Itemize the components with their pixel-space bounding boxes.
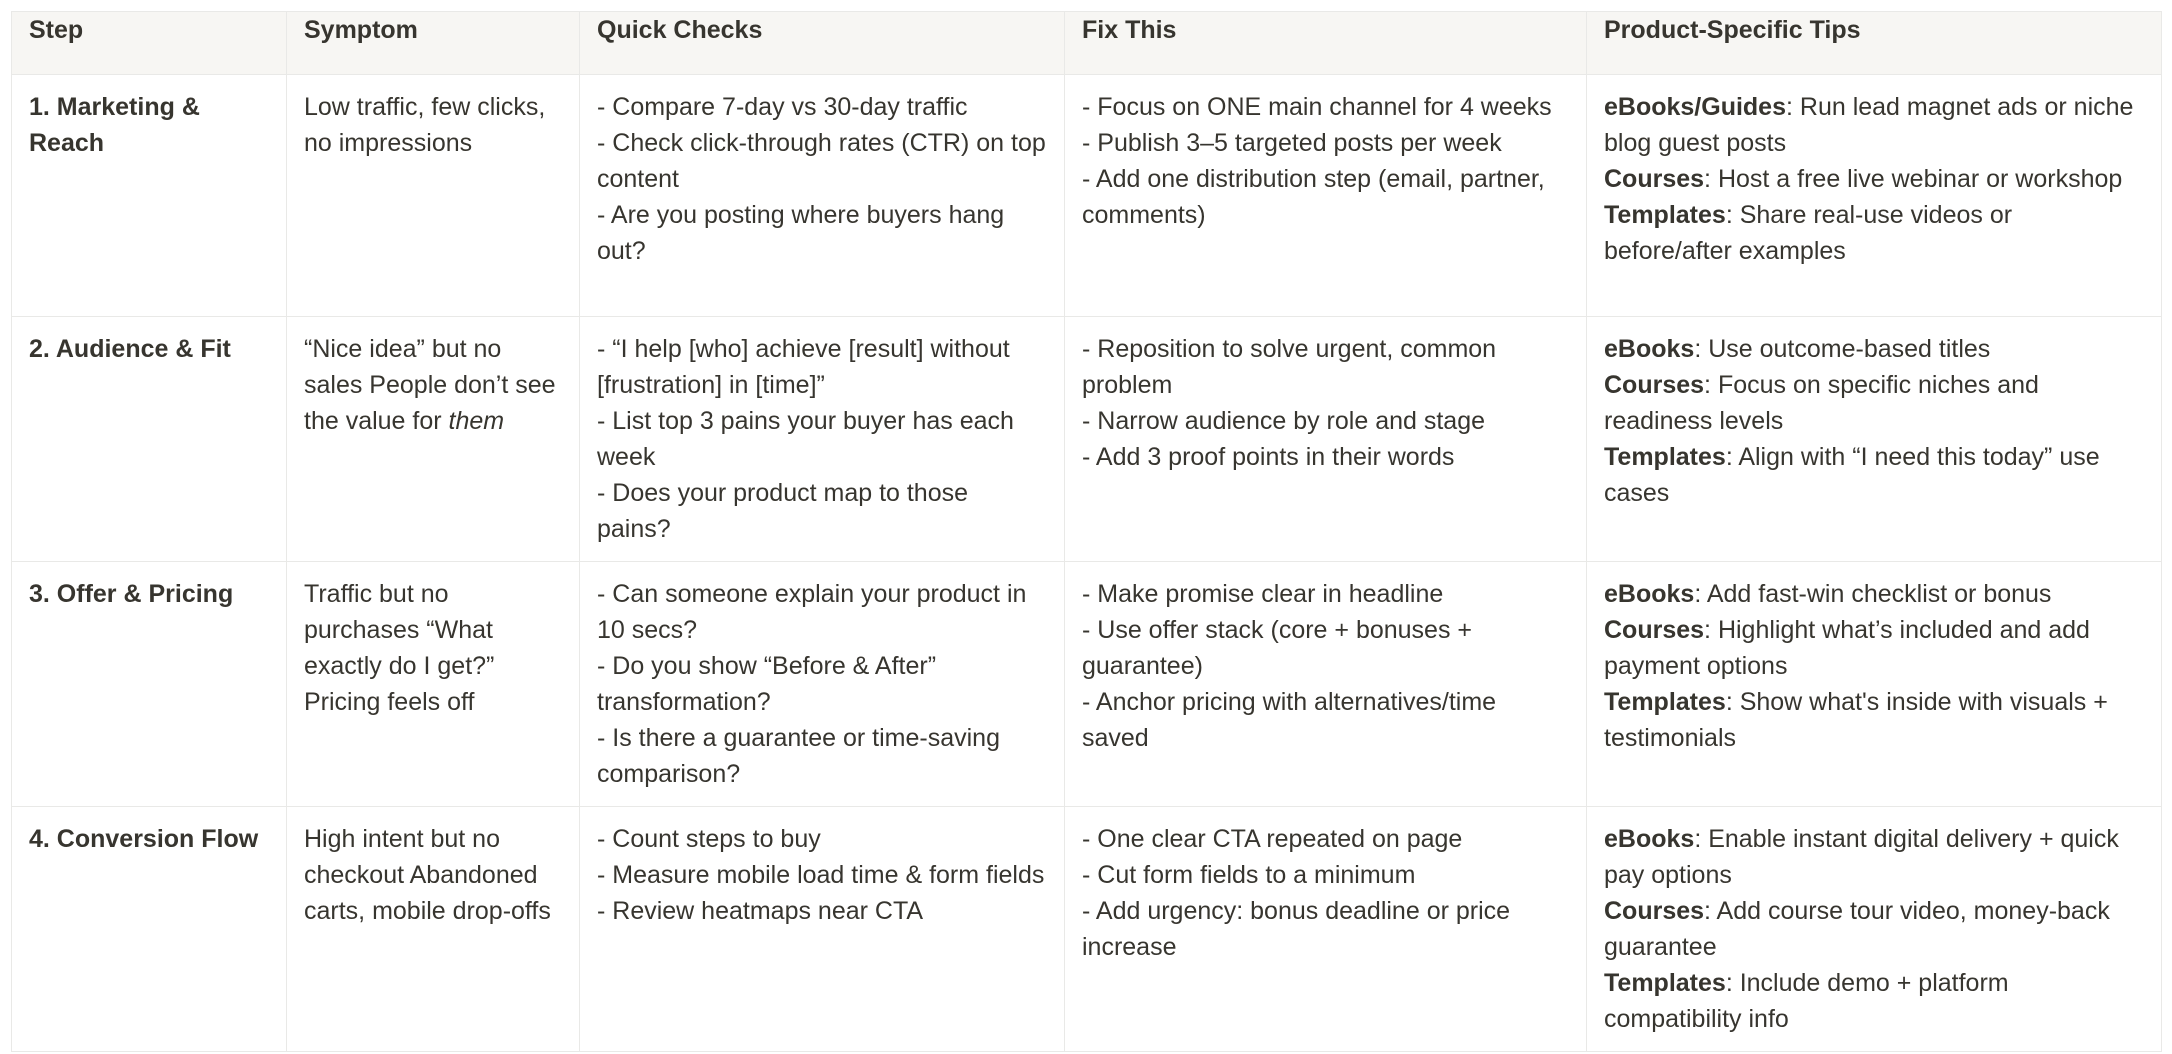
table-row — [12, 562, 2162, 807]
fix-cell — [1065, 75, 1587, 317]
tip-item: Courses: Host a free live webinar or workshop — [1604, 165, 2123, 193]
step-cell: 1. Marketing & Reach — [12, 75, 287, 317]
check-item: - List top 3 pains your buyer has each week — [597, 407, 1014, 471]
check-item: - Does your product map to those pains? — [597, 479, 969, 543]
check-item: - Are you posting where buyers hang out? — [597, 201, 1005, 265]
step-cell: 4. Conversion Flow — [12, 807, 287, 1052]
tip-item: Templates: Include demo + platform compatibility info — [1604, 969, 2009, 1033]
check-item: - Count steps to buy — [597, 825, 821, 853]
symptom-cell: Traffic but no purchases “What exactly do I get?” Pricing feels off — [287, 562, 580, 807]
fix-item: - Use offer stack (core + bonuses + guarantee) — [1082, 616, 1473, 680]
fix-item: - Add urgency: bonus deadline or price increase — [1082, 897, 1511, 961]
header-fix-this: Fix This — [1065, 12, 1587, 75]
fix-item: - Reposition to solve urgent, common problem — [1082, 335, 1497, 399]
check-item: - Can someone explain your product in 10 secs? — [597, 580, 1027, 644]
fix-item: - Add one distribution step (email, partner, comments) — [1082, 165, 1545, 229]
header-quick-checks: Quick Checks — [580, 12, 1065, 75]
check-item: - Review heatmaps near CTA — [597, 897, 924, 925]
header-row — [12, 12, 2162, 75]
fix-item: - Anchor pricing with alternatives/time saved — [1082, 688, 1497, 752]
fix-item: - Add 3 proof points in their words — [1082, 443, 1455, 471]
quick-checks-cell — [580, 317, 1065, 562]
symptom-cell: “Nice idea” but no sales People don’t see the value for them — [287, 317, 580, 562]
tip-item: Templates: Align with “I need this today” use cases — [1604, 443, 2100, 507]
step-cell: 3. Offer & Pricing — [12, 562, 287, 807]
fix-item: - Publish 3–5 targeted posts per week — [1082, 129, 1502, 157]
tip-item: eBooks: Add fast-win checklist or bonus — [1604, 580, 2052, 608]
tips-cell — [1587, 75, 2162, 317]
table-row — [12, 317, 2162, 562]
fix-item: - One clear CTA repeated on page — [1082, 825, 1463, 853]
tips-cell — [1587, 807, 2162, 1052]
symptom-cell: High intent but no checkout Abandoned carts, mobile drop-offs — [287, 807, 580, 1052]
header-product-tips: Product-Specific Tips — [1587, 12, 2162, 75]
table-wrapper — [11, 11, 2162, 1052]
fix-cell — [1065, 807, 1587, 1052]
tip-item: eBooks: Use outcome-based titles — [1604, 335, 1991, 363]
tips-cell — [1587, 317, 2162, 562]
check-item: - Compare 7-day vs 30-day traffic — [597, 93, 968, 121]
check-item: - Measure mobile load time & form fields — [597, 861, 1045, 889]
header-symptom: Symptom — [287, 12, 580, 75]
quick-checks-cell — [580, 75, 1065, 317]
check-item: - Do you show “Before & After” transformation? — [597, 652, 937, 716]
check-item: - “I help [who] achieve [result] without [frustration] in [time]” — [597, 335, 1010, 399]
step-cell: 2. Audience & Fit — [12, 317, 287, 562]
fix-item: - Cut form fields to a minimum — [1082, 861, 1416, 889]
header-step: Step — [12, 12, 287, 75]
symptom-cell: Low traffic, few clicks, no impressions — [287, 75, 580, 317]
tip-item: eBooks: Enable instant digital delivery + quick pay options — [1604, 825, 2119, 889]
fix-item: - Narrow audience by role and stage — [1082, 407, 1486, 435]
fix-item: - Focus on ONE main channel for 4 weeks — [1082, 93, 1552, 121]
tip-item: Courses: Highlight what’s included and add payment options — [1604, 616, 2090, 680]
check-item: - Check click-through rates (CTR) on top content — [597, 129, 1046, 193]
fix-cell — [1065, 562, 1587, 807]
tips-cell — [1587, 562, 2162, 807]
fix-cell — [1065, 317, 1587, 562]
tip-item: Courses: Focus on specific niches and readiness levels — [1604, 371, 2039, 435]
check-item: - Is there a guarantee or time-saving comparison? — [597, 724, 1000, 788]
table-row — [12, 75, 2162, 317]
tip-item: Templates: Show what's inside with visuals + testimonials — [1604, 688, 2108, 752]
tip-item: eBooks/Guides: Run lead magnet ads or niche blog guest posts — [1604, 93, 2134, 157]
troubleshooting-table — [11, 11, 2162, 1052]
table-row — [12, 807, 2162, 1052]
quick-checks-cell — [580, 562, 1065, 807]
quick-checks-cell — [580, 807, 1065, 1052]
fix-item: - Make promise clear in headline — [1082, 580, 1444, 608]
tip-item: Courses: Add course tour video, money-back guarantee — [1604, 897, 2110, 961]
tip-item: Templates: Share real-use videos or before/after examples — [1604, 201, 2013, 265]
